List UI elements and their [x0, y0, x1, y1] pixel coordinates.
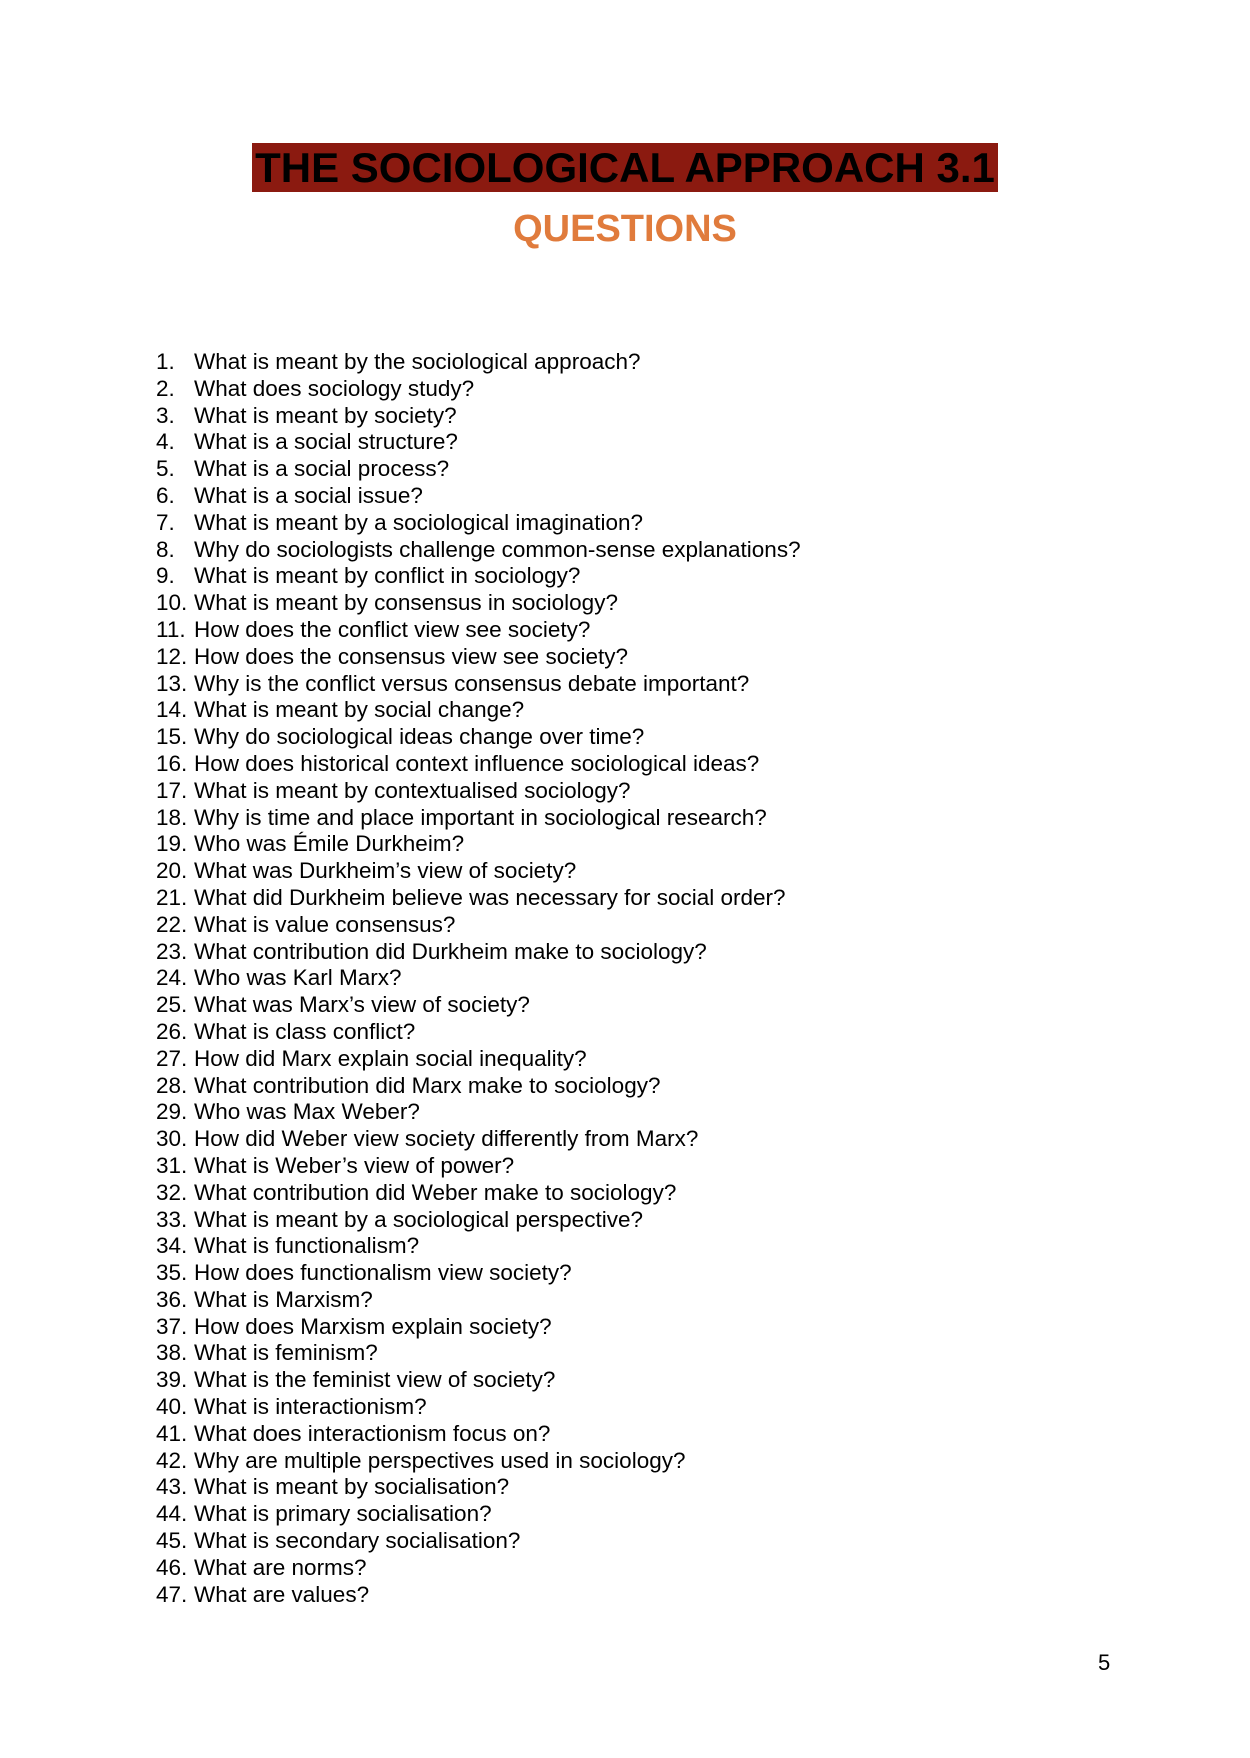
question-text: What is meant by consensus in sociology? [194, 590, 618, 616]
question-item [156, 1528, 801, 1555]
question-text: How does functionalism view society? [194, 1260, 572, 1286]
question-item [156, 1555, 801, 1582]
question-number: 1. [156, 349, 175, 374]
question-number: 36. [156, 1286, 188, 1312]
question-item [156, 617, 801, 644]
question-item [156, 1394, 801, 1421]
question-text: Why is the conflict versus consensus debate important? [194, 670, 750, 696]
title-container [0, 143, 1250, 192]
page-title: THE SOCIOLOGICAL APPROACH 3.1 [252, 143, 998, 192]
question-text: What is functionalism? [194, 1233, 420, 1259]
question-text: Who was Émile Durkheim? [194, 831, 465, 857]
question-number: 47. [156, 1581, 188, 1607]
page-number: 5 [1098, 1650, 1111, 1675]
question-number: 19. [156, 831, 188, 857]
question-number: 43. [156, 1474, 188, 1500]
question-number: 25. [156, 992, 188, 1018]
question-text: How did Marx explain social inequality? [194, 1045, 587, 1071]
question-item [156, 1474, 801, 1501]
question-number: 13. [156, 670, 188, 696]
question-text: What is a social process? [194, 456, 450, 482]
question-number: 34. [156, 1233, 188, 1259]
question-number: 44. [156, 1501, 188, 1527]
question-item [156, 671, 801, 698]
question-number: 38. [156, 1340, 188, 1366]
question-number: 46. [156, 1554, 188, 1580]
question-text: Who was Max Weber? [194, 1099, 420, 1125]
question-text: What is meant by conflict in sociology? [194, 563, 581, 589]
question-text: What is meant by the sociological approach? [194, 349, 641, 374]
question-item [156, 1153, 801, 1180]
question-number: 3. [156, 402, 175, 428]
question-number: 11. [156, 616, 186, 642]
question-text: What is primary socialisation? [194, 1501, 492, 1527]
question-number: 21. [156, 884, 188, 910]
question-item [156, 992, 801, 1019]
question-text: What does sociology study? [194, 375, 475, 401]
question-text: What contribution did Durkheim make to sociology? [194, 938, 707, 964]
question-text: What is a social issue? [194, 482, 423, 508]
question-item [156, 697, 801, 724]
question-text: What is meant by socialisation? [194, 1474, 510, 1500]
question-number: 39. [156, 1367, 188, 1393]
question-number: 12. [156, 643, 188, 669]
question-item [156, 1180, 801, 1207]
question-list [156, 349, 801, 1608]
question-item [156, 778, 801, 805]
question-text: Why do sociological ideas change over time? [194, 724, 645, 750]
question-text: What is meant by social change? [194, 697, 525, 723]
question-number: 32. [156, 1179, 188, 1205]
question-number: 45. [156, 1528, 188, 1554]
question-number: 14. [156, 697, 188, 723]
question-text: How does Marxism explain society? [194, 1313, 552, 1339]
question-text: What is feminism? [194, 1340, 378, 1366]
question-text: Why is time and place important in sociological research? [194, 804, 767, 830]
question-item [156, 724, 801, 751]
question-item [156, 831, 801, 858]
question-text: How did Weber view society differently from Marx? [194, 1126, 699, 1152]
question-item [156, 1582, 801, 1609]
question-item [156, 1099, 801, 1126]
question-number: 18. [156, 804, 188, 830]
question-text: What is Weber’s view of power? [194, 1152, 515, 1178]
question-item [156, 885, 801, 912]
question-item [156, 510, 801, 537]
question-item [156, 483, 801, 510]
question-number: 23. [156, 938, 188, 964]
question-number: 7. [156, 509, 175, 535]
question-text: What does interactionism focus on? [194, 1420, 551, 1446]
question-item [156, 456, 801, 483]
question-text: What is the feminist view of society? [194, 1367, 556, 1393]
question-number: 29. [156, 1099, 188, 1125]
question-number: 31. [156, 1152, 188, 1178]
question-item [156, 1046, 801, 1073]
question-text: What is meant by society? [194, 402, 457, 428]
question-number: 8. [156, 536, 175, 562]
question-text: What are values? [194, 1581, 370, 1607]
question-item [156, 858, 801, 885]
question-item [156, 1019, 801, 1046]
question-text: Who was Karl Marx? [194, 965, 402, 991]
question-number: 22. [156, 911, 188, 937]
question-number: 40. [156, 1394, 188, 1420]
question-number: 28. [156, 1072, 188, 1098]
question-text: What is meant by contextualised sociology? [194, 777, 631, 803]
question-item [156, 376, 801, 403]
question-number: 41. [156, 1420, 188, 1446]
question-text: What is a social structure? [194, 429, 458, 455]
question-text: What contribution did Weber make to sociology? [194, 1179, 677, 1205]
question-number: 24. [156, 965, 188, 991]
question-number: 16. [156, 750, 188, 776]
question-item [156, 349, 801, 376]
question-number: 42. [156, 1447, 188, 1473]
question-item [156, 590, 801, 617]
question-text: What is interactionism? [194, 1394, 427, 1420]
question-text: What is Marxism? [194, 1286, 373, 1312]
question-text: What is meant by a sociological perspective? [194, 1206, 643, 1232]
question-text: Why are multiple perspectives used in sociology? [194, 1447, 686, 1473]
question-text: How does historical context influence sociological ideas? [194, 750, 760, 776]
question-item [156, 1421, 801, 1448]
question-text: How does the conflict view see society? [194, 616, 591, 642]
question-number: 20. [156, 858, 188, 884]
question-text: What is class conflict? [194, 1018, 416, 1044]
question-number: 17. [156, 777, 188, 803]
page-subtitle: QUESTIONS [513, 208, 737, 250]
question-item [156, 403, 801, 430]
question-item [156, 1073, 801, 1100]
question-item [156, 537, 801, 564]
question-item [156, 1207, 801, 1234]
question-number: 5. [156, 456, 175, 482]
question-item [156, 912, 801, 939]
question-number: 33. [156, 1206, 188, 1232]
question-number: 9. [156, 563, 175, 589]
question-item [156, 1367, 801, 1394]
question-number: 30. [156, 1126, 188, 1152]
question-text: What was Marx’s view of society? [194, 992, 530, 1018]
question-item [156, 644, 801, 671]
question-number: 37. [156, 1313, 188, 1339]
question-number: 6. [156, 482, 175, 508]
question-text: What is meant by a sociological imagination? [194, 509, 643, 535]
question-item [156, 1126, 801, 1153]
question-item [156, 805, 801, 832]
question-text: What was Durkheim’s view of society? [194, 858, 577, 884]
question-number: 2. [156, 375, 175, 401]
question-item [156, 751, 801, 778]
question-number: 26. [156, 1018, 188, 1044]
question-text: What is secondary socialisation? [194, 1528, 521, 1554]
question-item [156, 965, 801, 992]
question-item [156, 1448, 801, 1475]
question-text: How does the consensus view see society? [194, 643, 628, 669]
question-number: 15. [156, 724, 188, 750]
question-item [156, 1501, 801, 1528]
question-item [156, 1340, 801, 1367]
question-text: What did Durkheim believe was necessary for social order? [194, 884, 786, 910]
question-text: What are norms? [194, 1554, 367, 1580]
question-text: What contribution did Marx make to sociology? [194, 1072, 661, 1098]
question-item [156, 1260, 801, 1287]
question-text: Why do sociologists challenge common-sense explanations? [194, 536, 801, 562]
question-item [156, 1314, 801, 1341]
question-item [156, 429, 801, 456]
question-number: 27. [156, 1045, 188, 1071]
question-item [156, 1287, 801, 1314]
question-item [156, 1233, 801, 1260]
question-item [156, 939, 801, 966]
question-number: 10. [156, 590, 188, 616]
question-number: 35. [156, 1260, 188, 1286]
question-number: 4. [156, 429, 175, 455]
question-text: What is value consensus? [194, 911, 456, 937]
question-item [156, 563, 801, 590]
